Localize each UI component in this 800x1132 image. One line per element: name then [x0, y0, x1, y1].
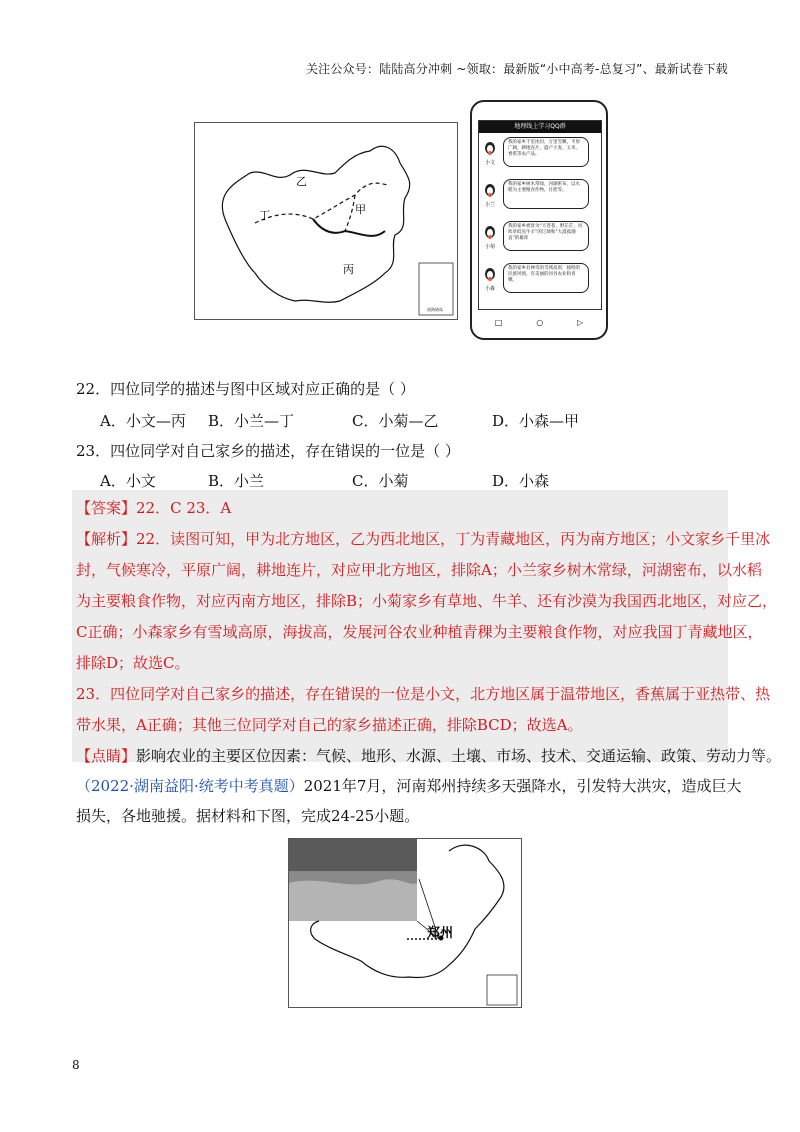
- chat-bubble: 我的家乡千里冰封，万里雪飘，平原广阔，耕地连片，盛产小麦、玉米、香蕉等农产品。: [503, 137, 589, 167]
- answer-tag: 【答案】: [76, 499, 137, 517]
- chat-bubble: 我的家乡树木常绿，河湖密布，以水稻为主要粮食作物，甘蔗等。: [503, 179, 589, 209]
- q22-option-d: D．小森—甲: [492, 412, 580, 430]
- penguin-avatar-icon: [483, 267, 497, 281]
- chat-group-title: 地理线上学习QQ群: [479, 121, 601, 133]
- tip-tag: 【点睛】: [76, 747, 137, 765]
- source-line: [76, 775, 741, 796]
- analysis-line: 23．四位同学对自己家乡的描述，存在错误的一位是小文，北方地区属于温带地区，香蕉属于亚热带、热: [76, 685, 771, 703]
- q23-option-d: D．小森: [492, 472, 550, 490]
- circle-icon: ○: [536, 317, 544, 327]
- analysis-text: 22．读图可知，甲为北方地区，乙为西北地区，丁为青藏地区，丙为南方地区；小文家乡千里冰: [136, 530, 771, 548]
- chat-name: 小菊: [484, 244, 495, 250]
- q22-option-c: C．小菊—乙: [352, 412, 439, 430]
- analysis-tag: 【解析】: [76, 530, 137, 548]
- zhengzhou-map-figure: [288, 838, 522, 1008]
- source-text-2: 损失，各地驰援。据材料和下图，完成24-25小题。: [76, 807, 420, 825]
- chat-bubble: 我的家乡被誉为“天苍苍，野茫茫，风吹草低见牛羊”的辽阔和“大漠孤烟直”的雄浑: [503, 221, 589, 251]
- china-region-map: [194, 122, 458, 320]
- page-number: 8: [72, 1058, 80, 1072]
- phone-screen: [478, 120, 602, 310]
- chat-item: [479, 217, 601, 259]
- square-icon: □: [494, 317, 503, 327]
- q23-option-b: B．小兰: [208, 472, 265, 490]
- south-sea-label: 南海诸岛: [427, 307, 443, 312]
- penguin-avatar-icon: [483, 141, 497, 155]
- phone-chat-figure: [470, 100, 608, 340]
- chat-item: [479, 133, 601, 175]
- q23-option-a: A．小文: [100, 472, 156, 490]
- question-22-stem: 22．四位同学的描述与图中区域对应正确的是（ ）: [76, 380, 415, 398]
- label-jia: 甲: [355, 203, 366, 216]
- header-notice: 关注公众号：陆陆高分冲刺 ~领取：最新版“小中高考-总复习”、最新试卷下载: [305, 62, 728, 76]
- chat-bubble: 我的家乡有神奇的雪域高原，独特的民族风情，有美丽的河谷农业和青稞。: [503, 263, 589, 293]
- chat-item: [479, 175, 601, 217]
- answer-line: [76, 497, 231, 518]
- chat-item: [479, 259, 601, 301]
- penguin-avatar-icon: [483, 225, 497, 239]
- source-text-1: 2021年7月，河南郑州持续多天强降水，引发特大洪灾，造成巨大: [303, 777, 742, 795]
- answer-text: 22．C 23．A: [136, 499, 232, 517]
- question-23-stem: 23．四位同学对自己家乡的描述，存在错误的一位是（ ）: [76, 442, 460, 460]
- analysis-line: 封，气候寒冷，平原广阔，耕地连片，对应甲北方地区，排除A；小兰家乡树木常绿，河湖密布，以水稻: [76, 561, 762, 579]
- analysis-line: 排除D；故选C。: [76, 654, 190, 672]
- penguin-avatar-icon: [483, 183, 497, 197]
- chat-name: 小森: [484, 286, 495, 292]
- play-icon: ▷: [576, 317, 584, 327]
- analysis-line: [76, 528, 770, 549]
- analysis-line: 带水果，A正确；其他三位同学对自己的家乡描述正确，排除BCD；故选A。: [76, 716, 583, 734]
- label-yi: 乙: [296, 175, 307, 188]
- zhengzhou-label: 郑州: [427, 926, 454, 941]
- label-ding: 丁: [259, 209, 270, 222]
- chat-name: 小兰: [484, 202, 495, 208]
- q22-option-a: A．小文—丙: [100, 412, 186, 430]
- tip-text: 影响农业的主要区位因素：气候、地形、水源、土壤、市场、技术、交通运输、政策、劳动力等。: [136, 747, 782, 765]
- phone-nav-bar: [478, 316, 600, 328]
- tip-line: [76, 745, 781, 766]
- q23-option-c: C．小菊: [352, 472, 409, 490]
- source-label: （2022·湖南益阳·统考中考真题）: [76, 777, 304, 795]
- label-bing: 丙: [343, 263, 354, 276]
- q22-option-b: B．小兰—丁: [208, 412, 295, 430]
- analysis-line: 为主要粮食作物，对应丙南方地区，排除B；小菊家乡有草地、牛羊、还有沙漠为我国西北地区，对应乙，: [76, 592, 778, 610]
- chat-name: 小文: [484, 160, 495, 166]
- analysis-line: C正确；小森家乡有雪域高原，海拔高，发展河谷农业种植青稞为主要粮食作物，对应我国丁青藏地区，: [76, 623, 763, 641]
